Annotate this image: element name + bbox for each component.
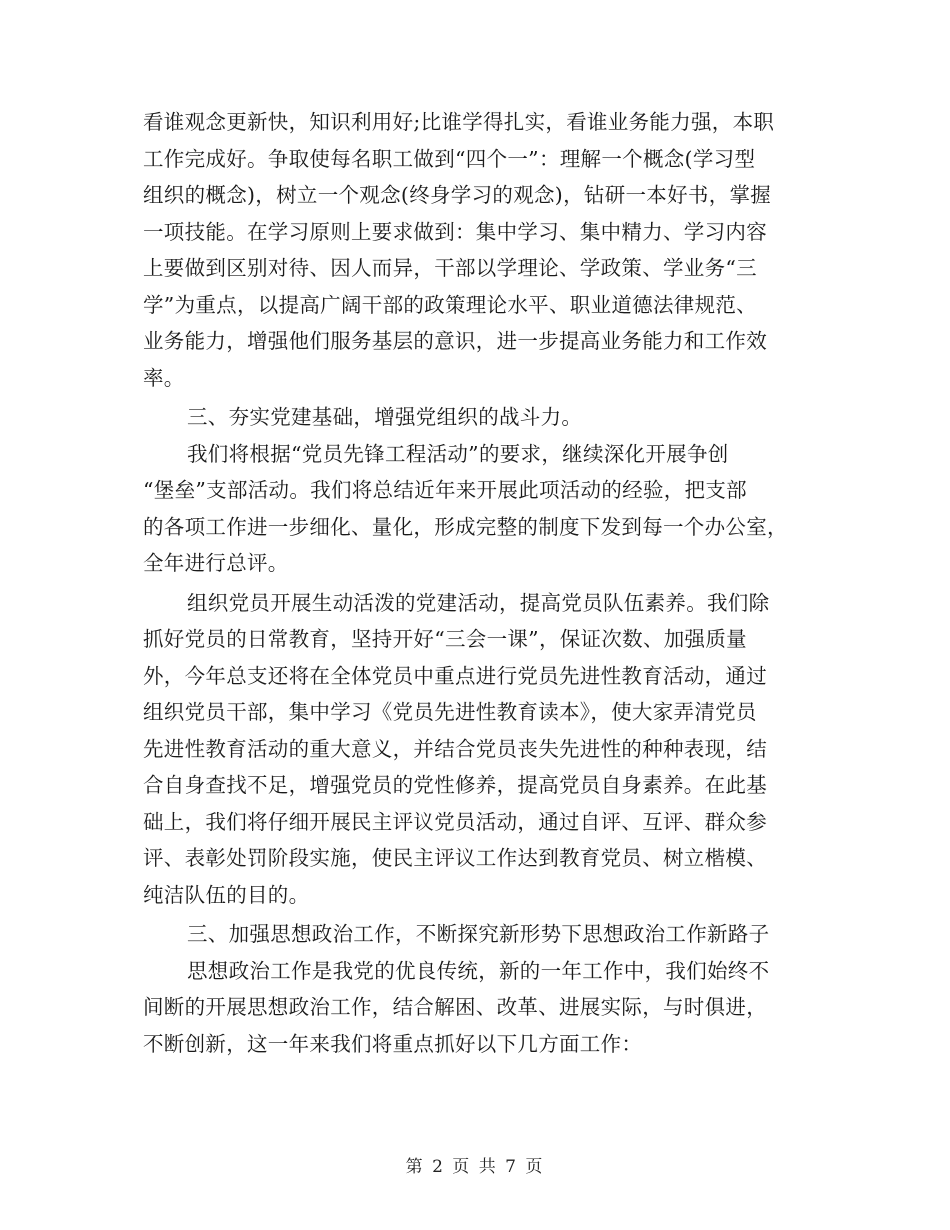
paragraph-first-line: 我们将根据“党员先锋工程活动”的要求，继续深化开展争创 — [187, 441, 729, 466]
text-line: 纯洁队伍的目的。 — [143, 882, 310, 907]
text-line: 一项技能。在学习原则上要求做到：集中学习、集中精力、学习内容 — [143, 219, 767, 244]
text-line: 全年进行总评。 — [143, 551, 289, 575]
paragraph-first-line: 组织党员开展生动活泼的党建活动，提高党员队伍素养。我们除 — [187, 590, 770, 615]
text-line: 率。 — [143, 365, 185, 390]
text-line: 不断创新，这一年来我们将重点抓好以下几方面工作： — [143, 1031, 643, 1056]
text-line: 础上，我们将仔细开展民主评议党员活动，通过自评、互评、群众参 — [143, 809, 767, 834]
text-line: 间断的开展思想政治工作，结合解困、改革、进展实际，与时俱进， — [143, 995, 767, 1019]
text-line: 的各项工作进一步细化、量化，形成完整的制度下发到每一个办公室， — [143, 514, 788, 539]
section-heading: 三、加强思想政治工作，不断探究新形势下思想政治工作新路子 — [187, 922, 770, 946]
paragraph-first-line: 思想政治工作是我党的优良传统，新的一年工作中，我们始终不 — [187, 958, 770, 983]
section-heading: 三、夯实党建基础，增强党组织的战斗力。 — [187, 405, 583, 429]
text-line: “堡垒”支部活动。我们将总结近年来开展此项活动的经验，把支部 — [143, 478, 747, 502]
page-number-footer: 第 2 页 共 7 页 — [405, 1157, 545, 1177]
text-line: 抓好党员的日常教育，坚持开好“三会一课”，保证次数、加强质量 — [143, 627, 747, 651]
document-body — [143, 104, 811, 1062]
text-line: 组织党员干部，集中学习《党员先进性教育读本》，使大家弄清党员 — [143, 700, 757, 724]
text-line: 业务能力，增强他们服务基层的意识，进一步提高业务能力和工作效 — [143, 329, 767, 353]
text-line: 合自身查找不足，增强党员的党性修养，提高党员自身素养。在此基 — [143, 773, 767, 797]
text-line: 评、表彰处罚阶段实施，使民主评议工作达到教育党员、树立楷模、 — [143, 846, 767, 870]
text-line: 先进性教育活动的重大意义，并结合党员丧失先进性的种种表现，结 — [143, 736, 767, 761]
text-line: 组织的概念)，树立一个观念(终身学习的观念)，钻研一本好书，掌握 — [143, 183, 772, 207]
text-line: 看谁观念更新快，知识利用好;比谁学得扎实，看谁业务能力强，本职 — [143, 110, 775, 134]
text-line: 外，今年总支还将在全体党员中重点进行党员先进性教育活动，通过 — [143, 663, 767, 688]
text-line: 工作完成好。争取使每名职工做到“四个一”：理解一个概念(学习型 — [143, 146, 756, 171]
text-line: 学”为重点，以提高广阔干部的政策理论水平、职业道德法律规范、 — [143, 292, 757, 317]
text-line: 上要做到区别对待、因人而异，干部以学理论、学政策、学业务“三 — [143, 256, 757, 280]
